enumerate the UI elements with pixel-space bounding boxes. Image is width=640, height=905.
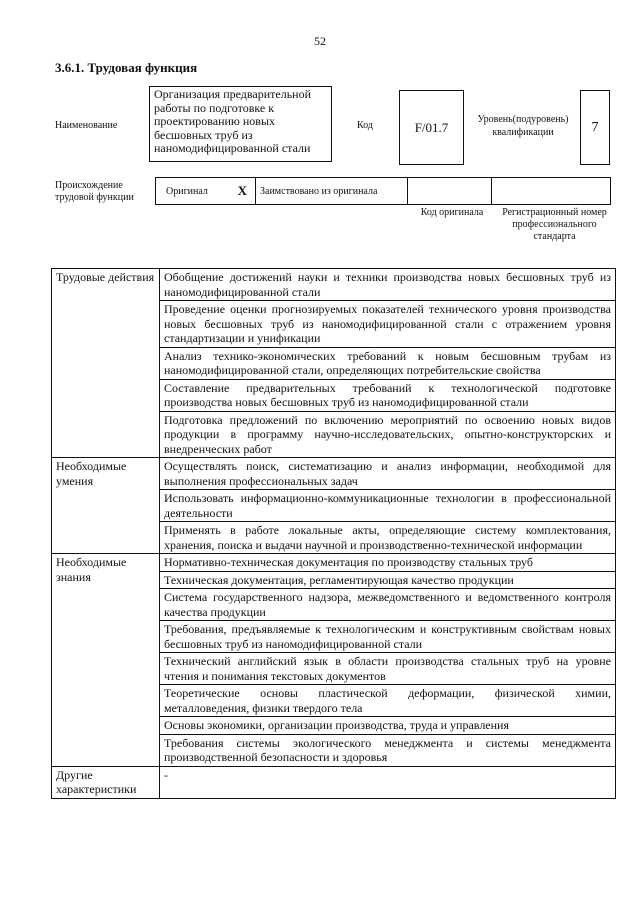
original-label: Оригинал xyxy=(166,185,208,197)
item-cell: Применять в работе локальные акты, определяющие систему комплектования, хранения, поиска и выдачи научной и производственно-технической информации xyxy=(160,522,616,554)
table-row xyxy=(52,766,616,798)
name-label: Наименование xyxy=(55,120,118,131)
category-cell: Трудовые действия xyxy=(52,269,160,458)
item-cell: Обобщение достижений науки и техники производства новых бесшовных труб из наномодифицированной стали xyxy=(160,269,616,301)
item-cell: Техническая документация, регламентирующая качество продукции xyxy=(160,571,616,589)
item-cell: Проведение оценки прогнозируемых показателей технического уровня производства новых бесшовных труб из наномодифицированной стали с отражением уровня стандартизации и унификации xyxy=(160,301,616,348)
origin-code-cell xyxy=(408,178,492,204)
level-label: Уровень(подуровень) квалификации xyxy=(477,114,569,138)
table-row xyxy=(52,269,616,301)
item-cell: Нормативно-техническая документация по производству стальных труб xyxy=(160,554,616,572)
section-title: 3.6.1. Трудовая функция xyxy=(55,60,198,75)
item-cell: Требования, предъявляемые к технологическим и конструктивным свойствам новых бесшовных труб из наномодифицированной стали xyxy=(160,621,616,653)
category-cell: Другие характеристики xyxy=(52,766,160,798)
page-number: 52 xyxy=(314,34,326,48)
item-cell: Составление предварительных требований к технологической подготовке производства новых бесшовных труб из наномодифицированной стали xyxy=(160,379,616,411)
function-name-box: Организация предварительной работы по подготовке к проектированию новых бесшовных труб из наномодифицированной стали xyxy=(149,86,332,162)
original-mark: X xyxy=(237,183,247,198)
table-row xyxy=(52,458,616,490)
code-original-caption: Код оригинала xyxy=(420,207,484,218)
reg-number-caption: Регистрационный номер профессионального стандарта xyxy=(502,207,607,242)
item-cell: Теоретические основы пластической деформации, физической химии, металловедения, физики твердого тела xyxy=(160,685,616,717)
code-label: Код xyxy=(357,120,373,131)
item-cell: Использовать информационно-коммуникационные технологии в профессиональной деятельности xyxy=(160,490,616,522)
origin-borrowed-cell: Заимствовано из оригинала xyxy=(256,178,408,204)
origin-reg-number-cell xyxy=(492,178,610,204)
code-value-box: F/01.7 xyxy=(399,90,464,165)
item-cell: Осуществлять поиск, систематизацию и анализ информации, необходимой для выполнения профессиональных задач xyxy=(160,458,616,490)
table-row xyxy=(52,554,616,572)
origin-label: Происхождение трудовой функции xyxy=(55,180,134,203)
category-cell: Необходимые умения xyxy=(52,458,160,554)
item-cell: Система государственного надзора, межведомственного и ведомственного контроля качества продукции xyxy=(160,589,616,621)
origin-table xyxy=(155,177,611,205)
origin-original-cell xyxy=(156,178,256,204)
item-cell: Требования системы экологического менеджмента и системы менеджмента производственной безопасности и здоровья xyxy=(160,734,616,766)
function-details-table xyxy=(51,268,616,799)
item-cell: - xyxy=(160,766,616,798)
item-cell: Подготовка предложений по включению мероприятий по освоению новых видов продукции в программу научно-исследовательских, опытно-конструкторских и внедренческих работ xyxy=(160,411,616,458)
item-cell: Анализ технико-экономических требований к новым бесшовным трубам из наномодифицированной стали, определяющих потребительские свойства xyxy=(160,347,616,379)
item-cell: Основы экономики, организации производства, труда и управления xyxy=(160,717,616,735)
item-cell: Технический английский язык в области производства стальных труб на уровне чтения и понимания текстовых документов xyxy=(160,653,616,685)
category-cell: Необходимые знания xyxy=(52,554,160,767)
level-value-box: 7 xyxy=(580,90,610,165)
